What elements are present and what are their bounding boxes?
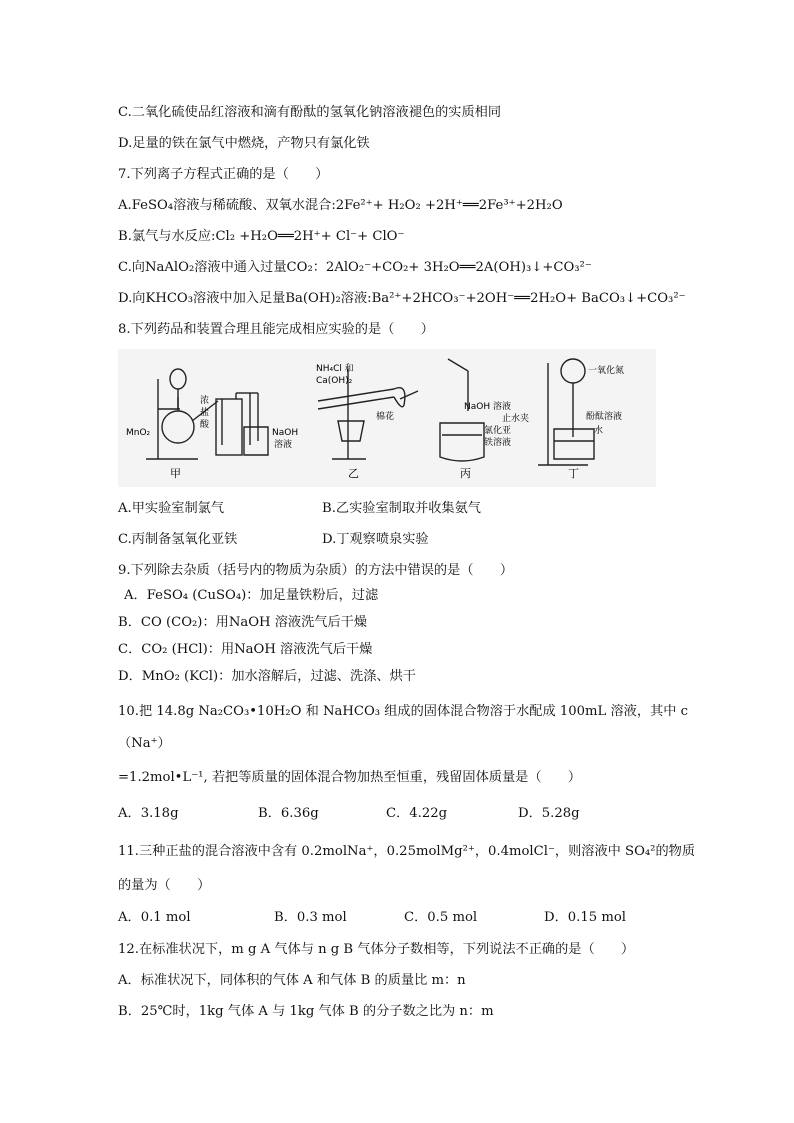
label-shui: 水 [594,426,604,436]
question-10-line-2: （Na⁺） [118,736,171,751]
question-9-option-a: A．FeSO₄ (CuSO₄)：加足量铁粉后，过滤 [124,588,379,603]
label-yan: 盐 [200,408,210,418]
label-no: 一氧化氮 [588,366,625,376]
question-7-option-b: B.氯气与水反应:Cl₂ +H₂O══2H⁺+ Cl⁻+ ClO⁻ [118,229,405,244]
label-bing: 丙 [460,467,471,480]
question-8: 8.下列药品和装置合理且能完成相应实验的是（ ） [118,322,434,337]
question-12-option-b: B．25℃时，1kg 气体 A 与 1kg 气体 B 的分子数之比为 n：m [118,1004,494,1019]
question-7-option-a: A.FeSO₄溶液与稀硫酸、双氧水混合:2Fe²⁺+ H₂O₂ +2H⁺══2Fe³⁺+2H₂O [118,198,563,213]
label-ding: 丁 [568,467,579,480]
label-naoh-1: NaOH [272,428,299,438]
question-9-option-d: D．MnO₂ (KCl)：加水溶解后，过滤、洗涤、烘干 [118,669,416,684]
question-11-line-1: 11.三种正盐的混合溶液中含有 0.2molNa⁺，0.25molMg²⁺，0.4molCl⁻，则溶液中 SO₄²的物质 [118,844,696,859]
question-10-option-d: D．5.28g [518,806,580,821]
question-12-option-a: A．标准状况下，同体积的气体 A 和气体 B 的质量比 m：n [118,973,466,988]
apparatus-drawing [118,349,656,487]
question-11-option-c: C．0.5 mol [404,910,478,925]
label-rongye-1: 溶液 [274,440,293,450]
question-8-option-d: D.丁观察喷泉实验 [322,532,429,547]
label-nh4cl: NH₄Cl 和 [316,364,354,374]
label-mianhua: 棉花 [376,412,395,422]
label-suan: 酸 [200,420,210,430]
question-9-option-b: B．CO (CO₂)：用NaOH 溶液洗气后干燥 [118,615,368,630]
option-d-prev: D.足量的铁在氯气中燃烧，产物只有氯化铁 [118,136,370,151]
question-11-option-a: A．0.1 mol [118,910,191,925]
question-7: 7.下列离子方程式正确的是（ ） [118,167,329,182]
question-11-option-b: B．0.3 mol [274,910,347,925]
label-zhishuijia: 止水夹 [502,414,530,424]
question-9: 9.下列除去杂质（括号内的物质为杂质）的方法中错误的是（ ） [118,563,514,578]
question-10-option-b: B．6.36g [258,806,319,821]
label-caoh2: Ca(OH)₂ [316,376,353,386]
question-11-line-2: 的量为（ ） [118,878,211,893]
label-yi: 乙 [348,467,359,480]
question-10-option-a: A．3.18g [118,806,179,821]
question-12: 12.在标准状况下，m g A 气体与 n g B 气体分子数相等，下列说法不正确的是（ ） [118,942,635,957]
label-nong: 浓 [200,396,210,406]
question-8-option-c: C.丙制备氢氧化亚铁 [118,532,238,547]
question-8-option-a: A.甲实验室制氯气 [118,501,225,516]
question-7-option-c: C.向NaAlO₂溶液中通入过量CO₂：2AlO₂⁻+CO₂+ 3H₂O══2A(OH)₃↓+CO₃²⁻ [118,260,592,275]
label-lvhuaya: 氯化亚 [484,426,512,436]
label-fentai: 酚酞溶液 [586,412,623,422]
label-mno2: MnO₂ [126,428,151,438]
question-10-option-c: C．4.22g [386,806,448,821]
label-naoh-2: NaOH 溶液 [464,402,511,412]
label-tierongye: 铁溶液 [484,438,512,448]
apparatus-figure [118,349,656,487]
question-11-option-d: D．0.15 mol [544,910,626,925]
question-10-line-1: 10.把 14.8g Na₂CO₃•10H₂O 和 NaHCO₃ 组成的固体混合物溶于水配成 100mL 溶液，其中 c [118,704,689,719]
question-9-option-c: C．CO₂ (HCl)：用NaOH 溶液洗气后干燥 [118,642,373,657]
label-jia: 甲 [170,467,181,480]
question-7-option-d: D.向KHCO₃溶液中加入足量Ba(OH)₂溶液:Ba²⁺+2HCO₃⁻+2OH⁻══2H₂O+ BaCO₃↓+CO₃²⁻ [118,291,686,306]
option-7c-prev: C.二氧化硫使品红溶液和滴有酚酞的氢氧化钠溶液褪色的实质相同 [118,105,502,120]
question-8-option-b: B.乙实验室制取并收集氨气 [322,501,481,516]
question-10-line-3: =1.2mol•L⁻¹, 若把等质量的固体混合物加热至恒重，残留固体质量是（ ） [118,770,582,785]
